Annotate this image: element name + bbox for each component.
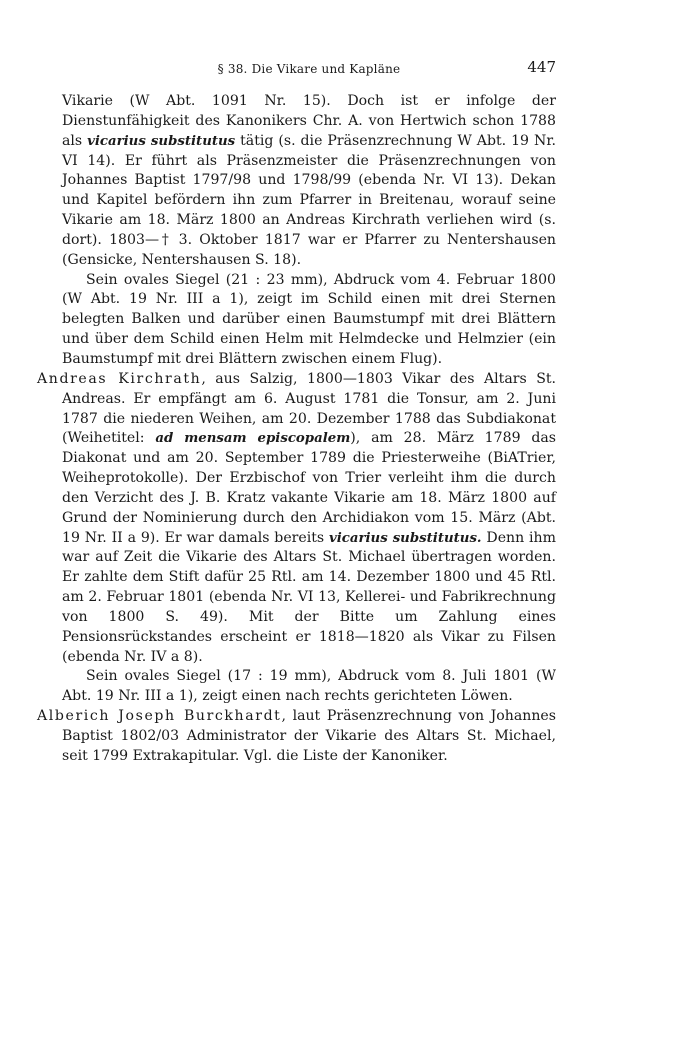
paragraph-vikarie-continuation xyxy=(62,92,556,271)
text-run: Denn ihm war auf Zeit die Vikarie des Altars St. Michael übertragen worden. Er zahlte dem Stift dafür 25 Rtl. am 14. Dezember 1800 und 45 Rtl. am 2. Februar 1801 (ebenda Nr. VI 13, Kellerei- und Fabrikrechnung von 1800 S. 49). Mit der Bitte um Zahlung eines Pensionsrückstandes erscheint er 1818—1820 als Vikar zu Filsen (ebenda Nr. IV a 8). xyxy=(62,529,556,665)
page-header xyxy=(62,57,556,81)
running-head: § 38. Die Vikare und Kapläne xyxy=(217,62,401,76)
entry-andreas-kirchrath xyxy=(37,370,556,668)
entry-name: Alberich Joseph Burckhardt xyxy=(37,708,282,725)
paragraph-siegel-1: Sein ovales Siegel (21 : 23 mm), Abdruck vom 4. Februar 1800 (W Abt. 19 Nr. III a 1), zeigt im Schild einen mit drei Sternen belegten Balken und darüber einen Baumstumpf mit drei Blättern und über dem Schild einen Helm mit Helmdecke und Helmzier (ein Baumstumpf mit drei Blättern zwischen einem Flug). xyxy=(62,271,556,367)
page-number: 447 xyxy=(527,58,556,76)
text-run: tätig (s. die Präsenzrechnung W Abt. 19 Nr. VI 14). Er führt als Präsenzmeister die Präsenzrechnungen von Johannes Baptist 1797/98 und 1798/99 (ebenda Nr. VI 13). Dekan und Kapitel befördern ihn zum Pfarrer in Breitenau, worauf seine Vikarie am 18. März 1800 an Andreas Kirchrath verliehen wird (s. dort). 1803—† 3. Oktober 1817 war er Pfarrer zu Nentershausen (Gensicke, Nentershausen S. 18). xyxy=(62,132,556,268)
emphasis-term: ad mensam episcopalem xyxy=(155,431,351,447)
entry-name: Andreas Kirchrath xyxy=(37,370,202,387)
text-run: ), am 28. März 1789 das Diakonat und am 20. September 1789 die Priesterweihe (BiATrier, Weiheprotokolle). Der Erzbischof von Trier verleiht ihm die durch den Verzicht des J. B. Kratz vakante Vikarie am 18. März 1800 auf Grund der Nominierung durch den Archidiakon vom 15. März (Abt. 19 Nr. II a 9). Er war damals bereits xyxy=(62,430,556,546)
emphasis-term: vicarius substitutus. xyxy=(329,530,482,546)
text-run: , laut Präsenzrechnung von Johannes Baptist 1802/03 Administrator der Vikarie des Altars St. Michael, seit 1799 Extrakapitular. Vgl. die Liste der Kanoniker. xyxy=(62,708,556,764)
body-text xyxy=(37,92,556,767)
text-run: Vikarie (W Abt. 1091 Nr. 15). Doch ist er infolge der Dienstunfähigkeit des Kanonikers Chr. A. von Hertwich schon 1788 als xyxy=(62,93,556,149)
emphasis-term: vicarius substitutus xyxy=(87,133,236,149)
entry-alberich-burckhardt xyxy=(37,707,556,767)
text-run: , aus Salzig, 1800—1803 Vikar des Altars St. Andreas. Er empfängt am 6. August 1781 die Tonsur, am 2. Juni 1787 die niederen Weihen, am 20. Dezember 1788 das Subdiakonat (Weihetitel: xyxy=(62,370,556,447)
paragraph-siegel-2: Sein ovales Siegel (17 : 19 mm), Abdruck vom 8. Juli 1801 (W Abt. 19 Nr. III a 1), zeigt einen nach rechts gerichteten Löwen. xyxy=(62,668,556,705)
